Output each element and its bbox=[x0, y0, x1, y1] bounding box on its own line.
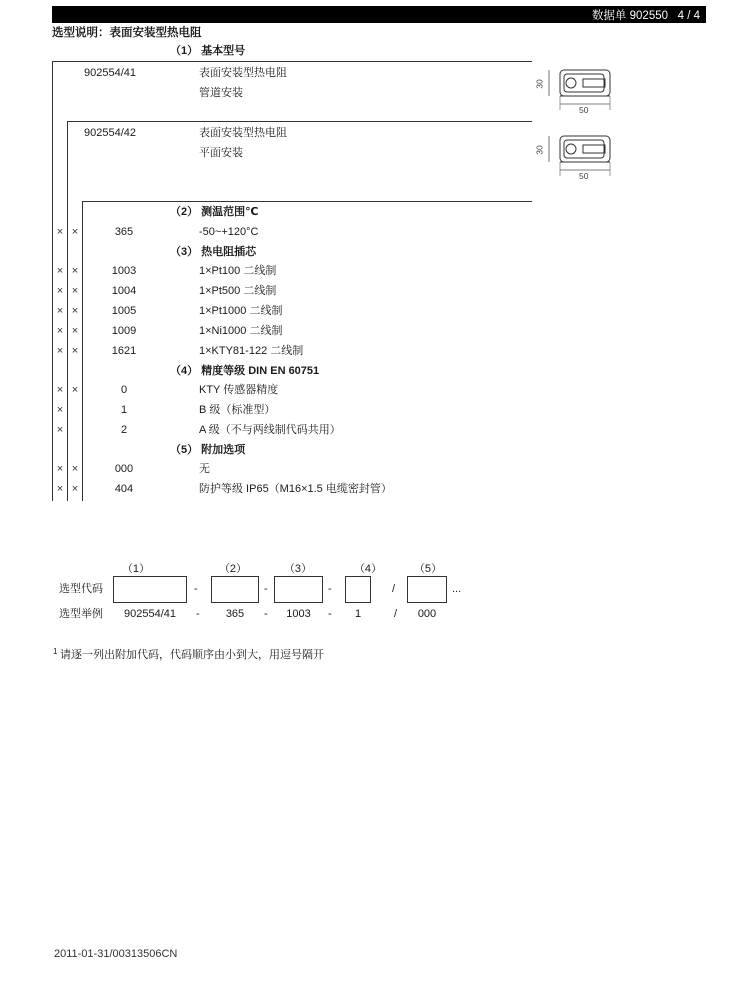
width-dimension: 50 bbox=[579, 105, 589, 115]
position-label: （1） bbox=[121, 563, 151, 575]
tree-line-3 bbox=[82, 201, 83, 501]
insert-code: 1004 bbox=[111, 285, 137, 297]
insert-code: 1621 bbox=[111, 345, 137, 357]
separator: - bbox=[328, 608, 332, 620]
range-code: 365 bbox=[114, 226, 134, 238]
example-value: 1 bbox=[354, 608, 362, 620]
width-dimension: 50 bbox=[579, 171, 589, 181]
accuracy-code: 0 bbox=[120, 384, 128, 396]
cross-mark: × bbox=[56, 305, 64, 317]
position-label: （2） bbox=[218, 563, 248, 575]
accuracy-code: 1 bbox=[120, 404, 128, 416]
header-text bbox=[592, 7, 700, 23]
cross-mark: × bbox=[56, 384, 64, 396]
code-box-insert bbox=[274, 576, 323, 603]
section-basic-type-heading: （1） 基本型号 bbox=[170, 45, 246, 57]
section-accuracy-heading: （4） 精度等级 DIN EN 60751 bbox=[170, 365, 320, 377]
separator: - bbox=[194, 583, 198, 595]
position-label: （4） bbox=[353, 563, 383, 575]
insert-desc: 1×Ni1000 二线制 bbox=[199, 325, 283, 337]
code-box-basic-type bbox=[113, 576, 187, 603]
divider-line bbox=[67, 121, 532, 122]
section-options-heading: （5） 附加选项 bbox=[170, 444, 246, 456]
option-desc: 防护等级 IP65（M16×1.5 电缆密封管） bbox=[199, 483, 392, 495]
cross-mark: × bbox=[71, 325, 79, 337]
cross-mark: × bbox=[71, 305, 79, 317]
basic-type-desc: 平面安装 bbox=[199, 147, 243, 159]
accuracy-code: 2 bbox=[120, 424, 128, 436]
cross-mark: × bbox=[56, 424, 64, 436]
code-box-accuracy bbox=[345, 576, 371, 603]
section-range-heading: （2） 测温范围℃ bbox=[170, 206, 259, 218]
insert-desc: 1×KTY81-122 二线制 bbox=[199, 345, 304, 357]
position-label: （3） bbox=[283, 563, 313, 575]
cross-mark: × bbox=[56, 463, 64, 475]
insert-code: 1009 bbox=[111, 325, 137, 337]
separator: / bbox=[394, 608, 398, 620]
separator: - bbox=[264, 583, 268, 595]
position-label: （5） bbox=[413, 563, 443, 575]
cross-mark: × bbox=[71, 463, 79, 475]
tree-line-1 bbox=[52, 61, 53, 501]
code-box-range bbox=[211, 576, 259, 603]
page-title: 选型说明：表面安装型热电阻 bbox=[52, 27, 202, 39]
accuracy-desc: A 级（不与两线制代码共用） bbox=[199, 424, 341, 436]
accuracy-desc: KTY 传感器精度 bbox=[199, 384, 279, 396]
option-desc: 无 bbox=[199, 463, 210, 475]
footnote-marker: 1 bbox=[53, 647, 58, 656]
separator: - bbox=[264, 608, 268, 620]
basic-type-desc: 表面安装型热电阻 bbox=[199, 127, 287, 139]
cross-mark: × bbox=[71, 285, 79, 297]
cross-mark: × bbox=[56, 265, 64, 277]
cross-mark: × bbox=[56, 404, 64, 416]
cross-mark: × bbox=[71, 384, 79, 396]
order-code-label: 选型代码 bbox=[59, 583, 103, 595]
insert-desc: 1×Pt100 二线制 bbox=[199, 265, 277, 277]
section-insert-heading: （3） 热电阻插芯 bbox=[170, 246, 257, 258]
cross-mark: × bbox=[56, 325, 64, 337]
range-desc: -50~+120°C bbox=[199, 226, 259, 238]
cross-mark: × bbox=[71, 226, 79, 238]
cross-mark: × bbox=[71, 483, 79, 495]
cross-mark: × bbox=[56, 345, 64, 357]
insert-desc: 1×Pt500 二线制 bbox=[199, 285, 277, 297]
accuracy-desc: B 级（标准型） bbox=[199, 404, 276, 416]
cross-mark: × bbox=[56, 285, 64, 297]
basic-type-code: 902554/41 bbox=[84, 67, 136, 79]
order-example-label: 选型举例 bbox=[59, 608, 103, 620]
divider-line bbox=[82, 201, 532, 202]
example-value: 902554/41 bbox=[124, 608, 176, 620]
basic-type-desc: 管道安装 bbox=[199, 87, 243, 99]
document-footer: 2011-01-31/00313506CN bbox=[54, 948, 178, 960]
height-dimension: 30 bbox=[534, 79, 545, 89]
height-dimension: 30 bbox=[534, 145, 545, 155]
example-value: 000 bbox=[417, 608, 437, 620]
basic-type-desc: 表面安装型热电阻 bbox=[199, 67, 287, 79]
page-number: 4 / 4 bbox=[677, 10, 700, 22]
header-bar bbox=[52, 6, 706, 23]
basic-type-code: 902554/42 bbox=[84, 127, 136, 139]
separator: - bbox=[328, 583, 332, 595]
cross-mark: × bbox=[56, 483, 64, 495]
cross-mark: × bbox=[71, 345, 79, 357]
cross-mark: × bbox=[56, 226, 64, 238]
divider-line bbox=[52, 61, 532, 62]
code-box-options bbox=[407, 576, 447, 603]
insert-desc: 1×Pt1000 二线制 bbox=[199, 305, 283, 317]
separator: - bbox=[196, 608, 200, 620]
separator: / bbox=[392, 583, 396, 595]
ellipsis: ... bbox=[452, 583, 462, 595]
example-value: 1003 bbox=[286, 608, 311, 620]
insert-code: 1003 bbox=[111, 265, 137, 277]
cross-mark: × bbox=[71, 265, 79, 277]
example-value: 365 bbox=[225, 608, 245, 620]
footnote-text: 请逐一列出附加代码，代码顺序由小到大，用逗号隔开 bbox=[60, 649, 324, 661]
tree-line-2 bbox=[67, 121, 68, 501]
insert-code: 1005 bbox=[111, 305, 137, 317]
option-code: 404 bbox=[114, 483, 134, 495]
datasheet-number: 数据单 902550 bbox=[591, 10, 669, 22]
option-code: 000 bbox=[114, 463, 134, 475]
